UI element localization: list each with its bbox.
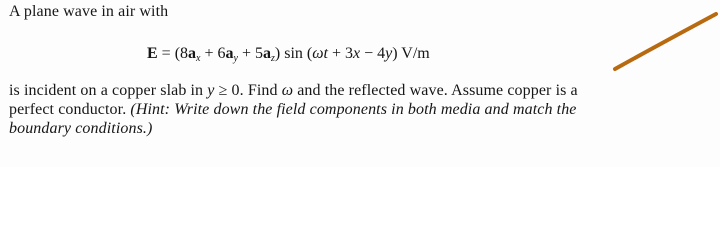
- eq-lhs: E: [147, 45, 158, 62]
- hint-label: (Hint:: [130, 101, 171, 118]
- problem-intro: [9, 3, 168, 21]
- eq-unit-z: a: [263, 45, 271, 62]
- line3-text-c: and the reflected wave. Assume copper is a: [293, 82, 578, 99]
- eq-omega: ω: [312, 45, 324, 62]
- eq-sub-z: z: [271, 53, 275, 64]
- eq-unit-x: a: [188, 45, 197, 62]
- eq-plus-2: + 5: [237, 45, 263, 62]
- line3-text-a: is incident on a copper slab in: [9, 82, 208, 99]
- line3-text-b: ≥ 0. Find: [214, 82, 282, 99]
- eq-plus-3x: + 3: [327, 45, 354, 62]
- eq-unit-y: a: [225, 45, 234, 62]
- eq-equals: =: [161, 45, 171, 62]
- eq-sub-y: y: [233, 53, 238, 64]
- eq-t: t: [323, 45, 328, 62]
- line5-text: boundary conditions.): [9, 120, 153, 137]
- eq-open: (8: [174, 45, 189, 62]
- eq-x: x: [353, 45, 361, 62]
- problem-line-3: [9, 82, 578, 100]
- eq-minus-4y: − 4: [360, 45, 386, 62]
- eq-plus-1: + 6: [200, 45, 226, 62]
- eq-units: ) V/m: [392, 45, 430, 62]
- eq-sin: ) sin (: [274, 45, 313, 62]
- field-equation: [147, 45, 430, 68]
- problem-line-5: [9, 120, 152, 138]
- line3-omega: ω: [281, 82, 294, 99]
- line4-text-a: perfect conductor.: [9, 101, 131, 118]
- line4-text-b: Write down the field components in both media and match the: [170, 101, 577, 118]
- line3-y: y: [207, 82, 215, 99]
- eq-sub-x: x: [196, 53, 201, 64]
- eq-y: y: [385, 45, 393, 62]
- pencil-stroke-mark: [610, 12, 720, 72]
- problem-line-4: [9, 101, 577, 119]
- intro-text: A plane wave in air with: [9, 3, 169, 20]
